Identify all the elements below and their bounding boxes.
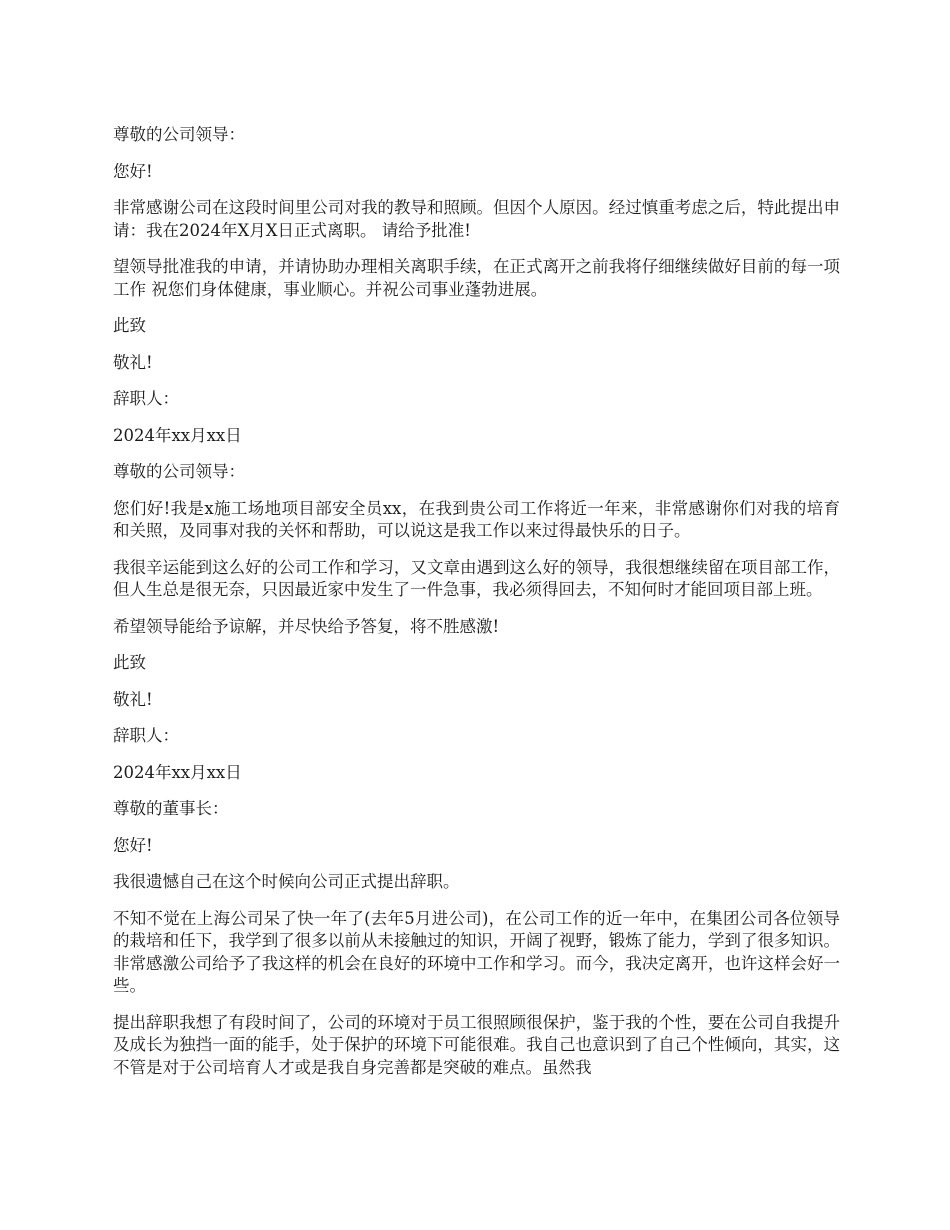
date-1: 2024年xx月xx日 (113, 425, 242, 445)
body-paragraph-4: 我很辛运能到这么好的公司工作和学习，又文章由遇到这么好的领导，我很想继续留在项目部工作，但人生总是很无奈，只因最近家中发生了一件急事，我必须得回去，不知何时才能回项目部上班。 (113, 557, 840, 599)
regards-2: 敬礼! (113, 689, 153, 709)
body-paragraph-7: 不知不觉在上海公司呆了快一年了(去年5月进公司)，在公司工作的近一年中，在集团公司各位领导的栽培和任下，我学到了很多以前从未接触过的知识，开阔了视野，锻炼了能力，学到了很多知识。非常感激公司给予了我这样的机会在良好的环境中工作和学习。而今，我决定离开，也许这样会好一些。 (113, 908, 840, 995)
closing-1: 此致 (113, 316, 146, 335)
signer-label-1: 辞职人： (113, 389, 179, 408)
greeting-3: 您好! (113, 835, 153, 855)
body-paragraph-8: 提出辞职我想了有段时间了，公司的环境对于员工很照顾很保护，鉴于我的个性，要在公司自我提升及成长为独挡一面的能手，处于保护的环境下可能很难。我自己也意识到了自己个性倾向，其实，这不管是对于公司培育人才或是我自身完善都是突破的难点。虽然我 (113, 1012, 840, 1077)
body-paragraph-6: 我很遗憾自己在这个时候向公司正式提出辞职。 (113, 872, 460, 891)
body-paragraph-5: 希望领导能给予谅解，并尽快给予答复，将不胜感激! (113, 616, 500, 636)
body-paragraph-2: 望领导批准我的申请，并请协助办理相关离职手续，在正式离开之前我将仔细继续做好目前的每一项工作 祝您们身体健康，事业顺心。并祝公司事业蓬勃进展。 (113, 257, 840, 299)
salutation-1: 尊敬的公司领导： (113, 125, 245, 144)
document-body (113, 124, 840, 1093)
greeting-1: 您好! (113, 161, 153, 181)
body-paragraph-1: 非常感谢公司在这段时间里公司对我的教导和照顾。但因个人原因。经过慎重考虑之后，特此提出申请：我在2024年X月X日正式离职。 请给予批准! (113, 198, 840, 240)
date-2: 2024年xx月xx日 (113, 762, 242, 782)
closing-2: 此致 (113, 653, 146, 672)
regards-1: 敬礼! (113, 352, 153, 372)
salutation-2: 尊敬的公司领导： (113, 462, 245, 481)
salutation-3: 尊敬的董事长： (113, 799, 229, 818)
signer-label-2: 辞职人： (113, 726, 179, 745)
body-paragraph-3: 您们好!我是x施工场地项目部安全员xx，在我到贵公司工作将近一年来，非常感谢你们对我的培育和关照，及同事对我的关怀和帮助，可以说这是我工作以来过得最快乐的日子。 (113, 498, 840, 540)
